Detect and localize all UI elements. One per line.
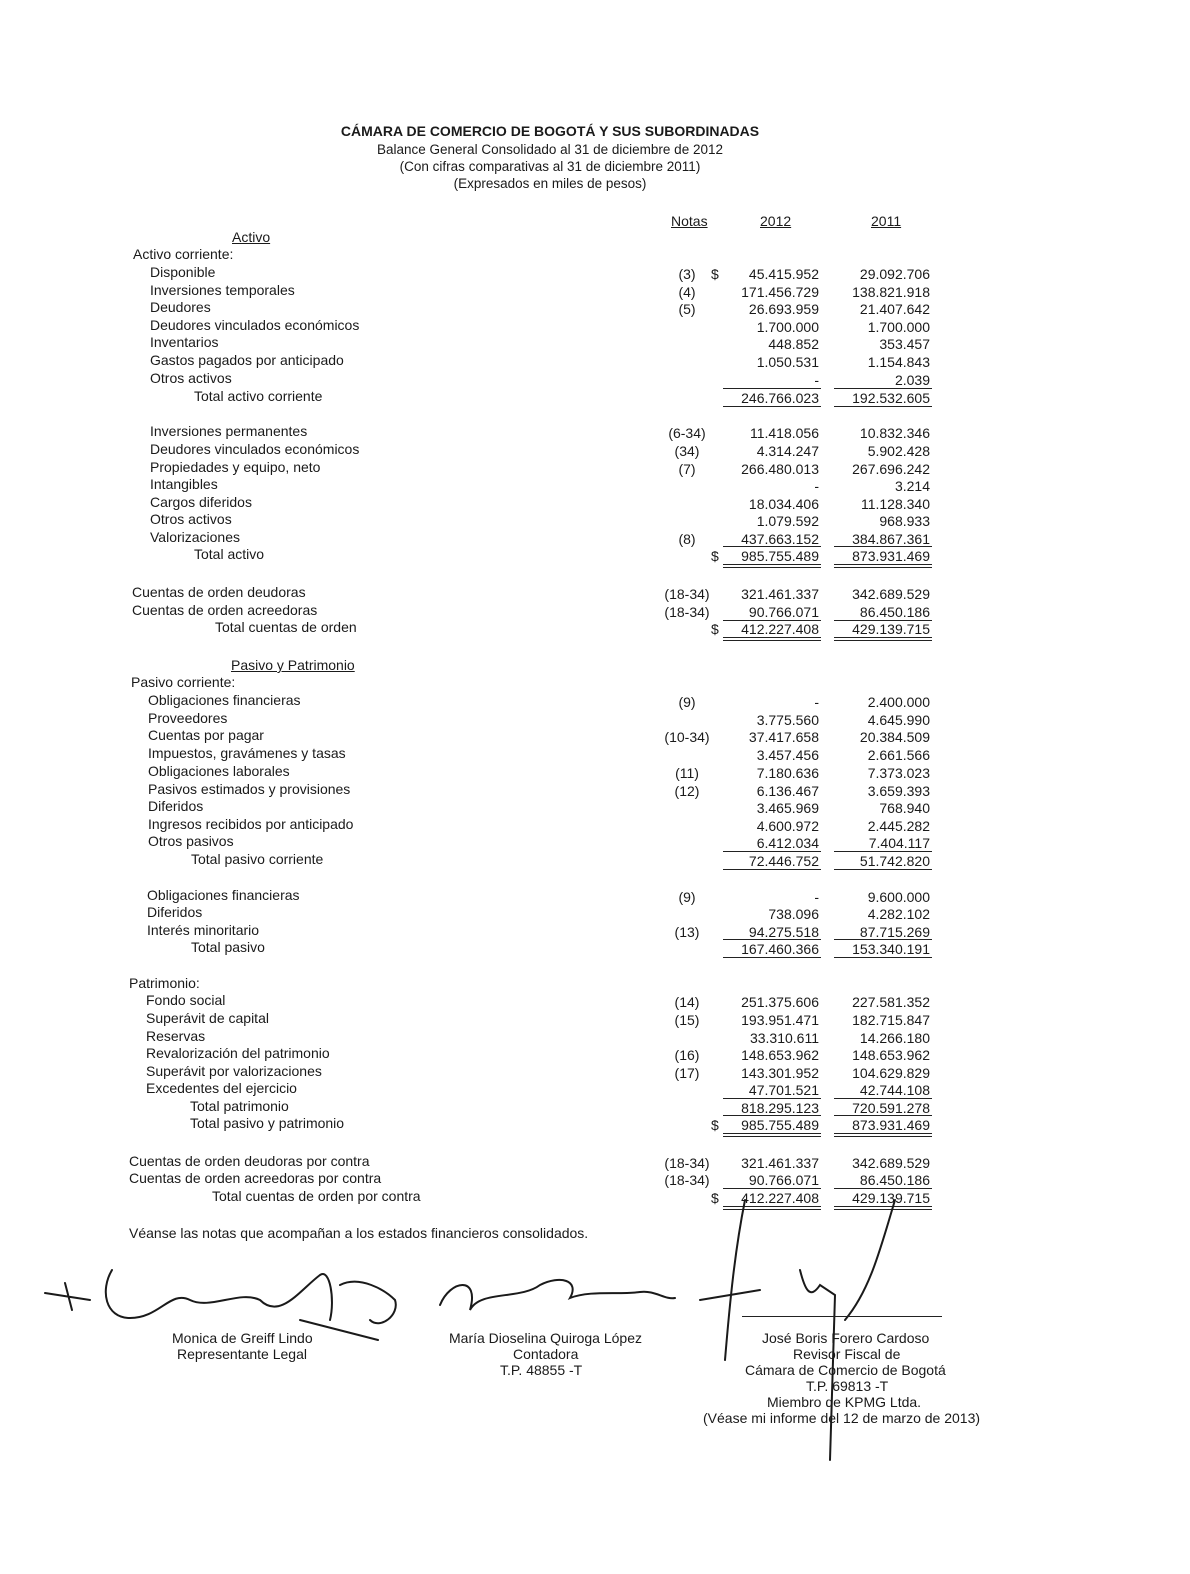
- row-value-2011: 2.039: [894, 372, 930, 388]
- row-value-2011: 11.128.340: [860, 496, 930, 512]
- row-note: (12): [674, 783, 700, 799]
- revisor-signature-line: [742, 1316, 942, 1317]
- row-value-2012: 3.457.456: [756, 747, 819, 763]
- row-note: (4): [678, 284, 696, 300]
- row-note: (18-34): [664, 1172, 710, 1188]
- row-value-2012: 94.275.518: [748, 924, 819, 940]
- row-value-2011: 51.742.820: [859, 853, 930, 869]
- row-label: Total activo: [194, 546, 265, 562]
- row-value-2012: 148.653.962: [741, 1047, 819, 1063]
- row-value-2011: 2.445.282: [867, 818, 930, 834]
- row-value-2011: 29.092.706: [859, 266, 930, 282]
- row-value-2011: 87.715.269: [859, 924, 930, 940]
- row-value-2011: 86.450.186: [859, 1172, 930, 1188]
- document-title: CÁMARA DE COMERCIO DE BOGOTÁ Y SUS SUBORDINADAS: [340, 123, 760, 139]
- row-value-2012: 11.418.056: [749, 425, 819, 441]
- row-value-2012: 412.227.408: [741, 621, 819, 637]
- row-value-2011: 5.902.428: [867, 443, 930, 459]
- row-value-2012: 45.415.952: [748, 266, 819, 282]
- row-label: Superávit por valorizaciones: [146, 1063, 322, 1079]
- row-value-2012: 437.663.152: [741, 531, 819, 547]
- row-value-2011: 227.581.352: [852, 994, 930, 1010]
- row-value-2011: 192.532.605: [852, 390, 930, 406]
- row-label: Total pasivo: [191, 939, 265, 955]
- row-value-2011: 86.450.186: [859, 604, 930, 620]
- row-value-2012: 4.600.972: [756, 818, 819, 834]
- row-label: Reservas: [146, 1028, 206, 1044]
- row-value-2012: -: [814, 372, 819, 388]
- row-label: Cuentas de orden deudoras por contra: [129, 1153, 370, 1169]
- row-value-2011: 429.139.715: [852, 621, 930, 637]
- comparative-note: (Con cifras comparativas al 31 de diciembre 2011): [399, 159, 701, 174]
- row-value-2012: -: [814, 889, 819, 905]
- row-note: (17): [674, 1065, 700, 1081]
- row-currency: $: [711, 266, 719, 282]
- row-note: (13): [674, 924, 700, 940]
- revisor-entity: Cámara de Comercio de Bogotá: [745, 1362, 946, 1378]
- row-label: Total cuentas de orden por contra: [212, 1188, 421, 1204]
- row-value-2011: 9.600.000: [867, 889, 930, 905]
- row-value-2011: 353.457: [879, 336, 930, 352]
- row-label: Diferidos: [147, 904, 203, 920]
- row-label: Fondo social: [146, 992, 226, 1008]
- row-value-2011: 104.629.829: [852, 1065, 930, 1081]
- row-value-2012: 90.766.071: [748, 604, 819, 620]
- row-value-2012: 143.301.952: [741, 1065, 819, 1081]
- row-value-2011: 429.139.715: [852, 1190, 930, 1206]
- row-value-2012: 18.034.406: [748, 496, 819, 512]
- row-note: (8): [678, 531, 696, 547]
- row-value-2011: 7.404.117: [868, 835, 930, 851]
- row-currency: $: [711, 1117, 719, 1133]
- row-label: Otros activos: [150, 511, 232, 527]
- row-value-2012: 321.461.337: [741, 586, 819, 602]
- row-note: (14): [674, 994, 700, 1010]
- row-label: Diferidos: [148, 798, 204, 814]
- row-value-2012: 1.700.000: [756, 319, 819, 335]
- row-value-2012: 3.775.560: [756, 712, 819, 728]
- row-label: Total cuentas de orden: [215, 619, 357, 635]
- row-value-2011: 20.384.509: [859, 729, 930, 745]
- row-value-2012: 47.701.521: [748, 1082, 819, 1098]
- row-value-2012: -: [814, 478, 819, 494]
- row-value-2011: 342.689.529: [852, 586, 930, 602]
- row-value-2011: 21.407.642: [859, 301, 930, 317]
- row-value-2011: 3.214: [894, 478, 930, 494]
- row-value-2011: 2.400.000: [867, 694, 930, 710]
- row-label: Activo corriente:: [133, 246, 234, 262]
- row-label: Otros pasivos: [148, 833, 234, 849]
- row-label: Pasivo y Patrimonio: [231, 657, 355, 673]
- row-note: (15): [674, 1012, 700, 1028]
- row-value-2011: 182.715.847: [852, 1012, 930, 1028]
- row-label: Cuentas de orden acreedoras: [132, 602, 318, 618]
- row-currency: $: [711, 621, 719, 637]
- row-value-2011: 384.867.361: [852, 531, 930, 547]
- contadora-role: Contadora: [513, 1346, 579, 1362]
- row-value-2011: 3.659.393: [867, 783, 930, 799]
- row-note: (9): [678, 889, 696, 905]
- row-note: (18-34): [664, 1155, 710, 1171]
- row-note: (7): [678, 461, 696, 477]
- row-label: Proveedores: [148, 710, 228, 726]
- row-value-2012: 1.050.531: [756, 354, 819, 370]
- row-value-2012: -: [814, 694, 819, 710]
- row-value-2012: 1.079.592: [756, 513, 819, 529]
- row-label: Cuentas de orden deudoras: [132, 584, 306, 600]
- row-note: (18-34): [664, 586, 710, 602]
- signature-contadora: [440, 1280, 675, 1310]
- row-value-2011: 720.591.278: [852, 1100, 930, 1116]
- row-label: Revalorización del patrimonio: [146, 1045, 330, 1061]
- row-value-2011: 342.689.529: [852, 1155, 930, 1171]
- row-label: Superávit de capital: [146, 1010, 269, 1026]
- row-label: Inversiones temporales: [150, 282, 295, 298]
- row-label: Deudores: [150, 299, 211, 315]
- row-value-2011: 138.821.918: [852, 284, 930, 300]
- row-label: Deudores vinculados económicos: [150, 441, 360, 457]
- row-label: Ingresos recibidos por anticipado: [148, 816, 354, 832]
- row-label: Activo: [232, 229, 271, 245]
- row-label: Pasivos estimados y provisiones: [148, 781, 351, 797]
- row-value-2011: 153.340.191: [852, 941, 930, 957]
- row-note: (9): [678, 694, 696, 710]
- row-value-2011: 2.661.566: [867, 747, 930, 763]
- row-value-2011: 1.154.843: [867, 354, 930, 370]
- legal-rep-role: Representante Legal: [177, 1346, 307, 1362]
- row-value-2011: 10.832.346: [859, 425, 930, 441]
- row-value-2011: 267.696.242: [852, 461, 930, 477]
- row-label: Inventarios: [150, 334, 219, 350]
- row-label: Inversiones permanentes: [150, 423, 308, 439]
- row-label: Total pasivo y patrimonio: [190, 1115, 345, 1131]
- row-label: Total pasivo corriente: [191, 851, 324, 867]
- document-subtitle: Balance General Consolidado al 31 de diciembre de 2012: [377, 142, 723, 157]
- row-note: (6-34): [668, 425, 706, 441]
- row-currency: $: [711, 548, 719, 564]
- row-value-2012: 7.180.636: [756, 765, 819, 781]
- row-label: Intangibles: [150, 476, 218, 492]
- row-value-2011: 14.266.180: [859, 1030, 930, 1046]
- row-label: Gastos pagados por anticipado: [150, 352, 344, 368]
- row-currency: $: [711, 1190, 719, 1206]
- row-label: Interés minoritario: [147, 922, 260, 938]
- row-value-2011: 148.653.962: [852, 1047, 930, 1063]
- revisor-tp: T.P. 69813 -T: [806, 1378, 889, 1394]
- row-value-2012: 33.310.611: [749, 1030, 819, 1046]
- row-value-2011: 1.700.000: [867, 319, 930, 335]
- row-label: Cuentas por pagar: [148, 727, 264, 743]
- row-label: Cargos diferidos: [150, 494, 252, 510]
- row-note: (16): [674, 1047, 700, 1063]
- row-label: Otros activos: [150, 370, 232, 386]
- notas-header: Notas: [671, 213, 708, 229]
- row-label: Cuentas de orden acreedoras por contra: [129, 1170, 382, 1186]
- row-label: Obligaciones financieras: [148, 692, 301, 708]
- currency-note: (Expresados en miles de pesos): [453, 176, 647, 191]
- row-value-2012: 246.766.023: [741, 390, 819, 406]
- row-value-2012: 72.446.752: [748, 853, 819, 869]
- row-label: Patrimonio:: [129, 975, 200, 991]
- footnote: Véanse las notas que acompañan a los estados financieros consolidados.: [129, 1225, 589, 1241]
- year-2012-header: 2012: [760, 213, 792, 229]
- row-label: Obligaciones laborales: [148, 763, 290, 779]
- row-value-2012: 4.314.247: [756, 443, 819, 459]
- row-label: Disponible: [150, 264, 216, 280]
- row-note: (10-34): [664, 729, 710, 745]
- row-note: (18-34): [664, 604, 710, 620]
- row-value-2011: 4.282.102: [867, 906, 930, 922]
- revisor-firm: Miembro de KPMG Ltda.: [767, 1394, 922, 1410]
- row-label: Total activo corriente: [194, 388, 323, 404]
- row-label: Total patrimonio: [190, 1098, 289, 1114]
- row-value-2012: 266.480.013: [741, 461, 819, 477]
- row-value-2012: 171.456.729: [741, 284, 819, 300]
- row-value-2012: 448.852: [768, 336, 819, 352]
- row-value-2012: 6.136.467: [756, 783, 819, 799]
- row-note: (11): [675, 765, 699, 781]
- row-value-2012: 985.755.489: [741, 548, 819, 564]
- row-value-2011: 4.645.990: [867, 712, 930, 728]
- row-value-2011: 768.940: [879, 800, 930, 816]
- row-note: (34): [674, 443, 700, 459]
- contadora-name: María Dioselina Quiroga López: [449, 1330, 642, 1346]
- row-value-2012: 818.295.123: [741, 1100, 819, 1116]
- row-label: Deudores vinculados económicos: [150, 317, 360, 333]
- row-value-2012: 37.417.658: [748, 729, 819, 745]
- row-value-2012: 321.461.337: [741, 1155, 819, 1171]
- row-value-2011: 873.931.469: [852, 1117, 930, 1133]
- row-value-2012: 193.951.471: [741, 1012, 819, 1028]
- row-value-2012: 251.375.606: [741, 994, 819, 1010]
- revisor-name: José Boris Forero Cardoso: [762, 1330, 930, 1346]
- row-label: Valorizaciones: [150, 529, 241, 545]
- row-value-2012: 3.465.969: [756, 800, 819, 816]
- row-value-2012: 167.460.366: [741, 941, 819, 957]
- row-note: (5): [678, 301, 696, 317]
- row-value-2012: 412.227.408: [741, 1190, 819, 1206]
- revisor-report-note: (Véase mi informe del 12 de marzo de 2013): [703, 1410, 981, 1426]
- row-label: Propiedades y equipo, neto: [150, 459, 321, 475]
- row-value-2012: 6.412.034: [756, 835, 819, 851]
- row-value-2012: 985.755.489: [741, 1117, 819, 1133]
- row-note: (3): [678, 266, 696, 282]
- legal-rep-name: Monica de Greiff Lindo: [172, 1330, 313, 1346]
- row-label: Excedentes del ejercicio: [146, 1080, 297, 1096]
- row-value-2012: 738.096: [768, 906, 819, 922]
- row-value-2011: 7.373.023: [867, 765, 930, 781]
- row-value-2012: 26.693.959: [748, 301, 819, 317]
- contadora-tp: T.P. 48855 -T: [500, 1362, 583, 1378]
- row-value-2011: 873.931.469: [852, 548, 930, 564]
- revisor-role: Revisor Fiscal de: [793, 1346, 901, 1362]
- year-2011-header: 2011: [871, 213, 902, 229]
- row-label: Pasivo corriente:: [131, 674, 236, 690]
- row-label: Obligaciones financieras: [147, 887, 300, 903]
- row-value-2011: 968.933: [879, 513, 930, 529]
- row-label: Impuestos, gravámenes y tasas: [148, 745, 346, 761]
- row-value-2012: 90.766.071: [748, 1172, 819, 1188]
- row-value-2011: 42.744.108: [859, 1082, 930, 1098]
